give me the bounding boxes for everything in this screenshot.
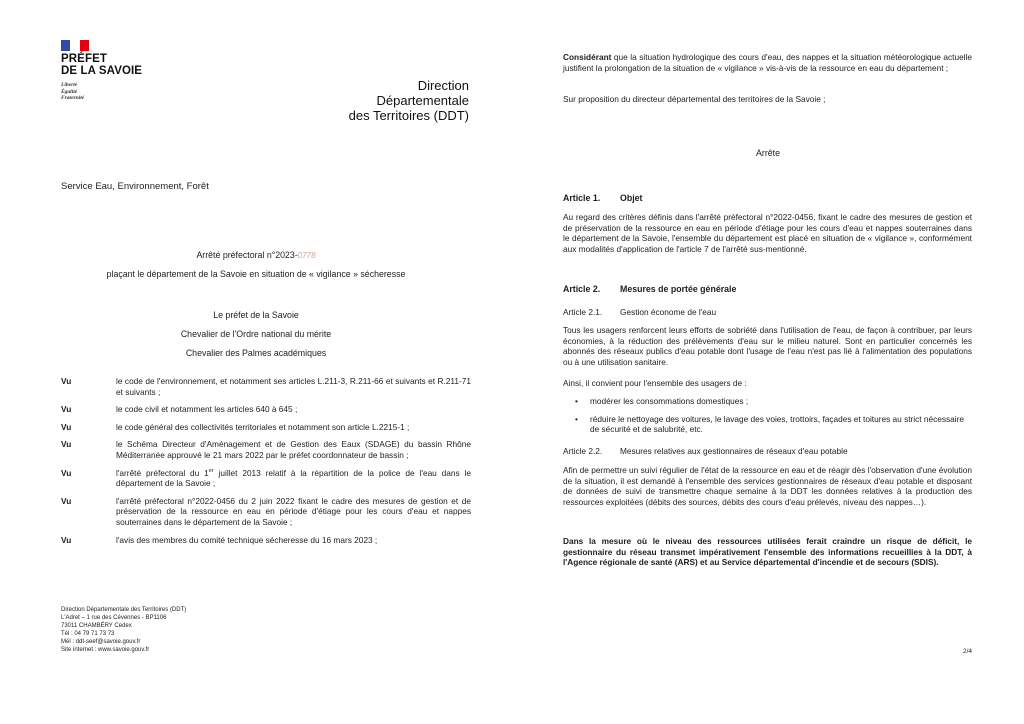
proposition-line: Sur proposition du directeur départemental des territoires de la Savoie ; — [563, 94, 826, 104]
direction-line-3: des Territoires (DDT) — [348, 108, 469, 123]
chevalier-palmes-line: Chevalier des Palmes académiques — [185, 348, 327, 358]
motto-liberte: Liberté — [61, 82, 78, 88]
vu-label: Vu — [61, 404, 72, 415]
vu-police-sup: er — [208, 467, 214, 474]
vu-label: Vu — [61, 534, 72, 545]
vu-label: Vu — [61, 467, 72, 478]
article-2-number: Article 2. — [563, 284, 601, 294]
prefet-logo-title — [61, 53, 142, 77]
footer-line: Direction Départementale des Territoires (DDT) — [61, 607, 187, 613]
article-2-2-number: Article 2.2. — [563, 446, 603, 456]
vu-police-pre: l'arrêté préfectoral du 1 — [116, 467, 209, 478]
vu-list — [61, 376, 471, 552]
chevalier-merite-line: Chevalier de l'Ordre national du mérite — [180, 329, 332, 339]
arrete-number — [0, 250, 512, 260]
vu-text: le Schéma Directeur d'Aménagement et de Gestion des Eaux (SDAGE) du bassin Rhône Méditerranée approuvé le 21 mars 2022 par le préfet coordonnateur de bassin ; — [116, 439, 471, 460]
service-name: Service Eau, Environnement, Forêt — [61, 181, 209, 192]
vu-label: Vu — [61, 421, 72, 432]
arrete-number-text: Arrêté préfectoral n°2023- — [196, 250, 298, 260]
logo-line-1: PRÉFET — [61, 53, 107, 65]
vu-item — [61, 496, 471, 528]
flag-red-stripe — [80, 40, 89, 51]
direction-line-2: Départementale — [376, 93, 469, 108]
article-2-2-bold-text: Dans la mesure où le niveau des ressources utilisées ferait craindre un risque de déficit, le gestionnaire du réseau transmet impérativement l'ensemble des informations recueillies à la DDT, à l'Agence régionale de santé (ARS) et au Service départemental d'incendie et de secours (SDIS). — [563, 536, 972, 568]
prefet-titles — [0, 306, 512, 363]
motto-egalite: Égalité — [61, 88, 78, 95]
prefet-line: Le préfet de la Savoie — [213, 310, 299, 320]
article-2-1-text: Tous les usagers renforcent leurs efforts de sobriété dans l'utilisation de l'eau, de façon à contribuer, par leurs économies, à la réduction des prélèvements d'eau sur le milieu naturel. Sont en particulier concernés les abonnés des réseaux publics d'eau potable dont l'usage de l'eau n'est pas lié à l'alimentation des populations ou à une utilisation sanitaire. — [563, 325, 972, 367]
article-2-1-number: Article 2.1. — [563, 307, 603, 317]
republic-motto — [61, 82, 84, 102]
considerant-paragraph — [563, 52, 972, 73]
bullet-item: • modérer les consommations domestiques ; — [590, 396, 972, 407]
vu-text — [116, 468, 471, 489]
arrete-heading: Arrête — [756, 148, 780, 158]
article-1-number: Article 1. — [563, 193, 601, 203]
arrete-subject: plaçant le département de la Savoie en situation de « vigilance » sécheresse — [106, 269, 406, 279]
footer-line: L'Adret – 1 rue des Cévennes - BP1106 — [61, 615, 167, 621]
direction-line-1: Direction — [417, 78, 469, 93]
vu-item — [61, 404, 471, 415]
vu-label: Vu — [61, 376, 72, 386]
vu-label: Vu — [61, 495, 72, 506]
article-2-title: Mesures de portée générale — [620, 284, 737, 294]
article-2-2-title: Mesures relatives aux gestionnaires de réseaux d'eau potable — [620, 446, 848, 456]
article-1-heading — [563, 193, 642, 203]
article-2-2-heading — [563, 446, 848, 456]
vu-text: l'avis des membres du comité technique sécheresse du 16 mars 2023 ; — [116, 534, 378, 545]
page-number: 2/4 — [963, 648, 973, 655]
footer-line: 73011 CHAMBÉRY Cedex — [61, 623, 132, 629]
article-2-heading — [563, 284, 736, 294]
considerant-text: que la situation hydrologique des cours d'eau, des nappes et la situation météorologique actuelle justifient la prolongation de la situation de « vigilance » vis-à-vis de la ressource en eau du département ; — [563, 52, 972, 73]
vu-text: l'arrêté préfectoral n°2022-0456 du 2 juin 2022 fixant le cadre des mesures de gestion et de préservation de la ressource en eau en période d'étiage pour les cours d'eau et nappes souterraines dans le département de la Savoie ; — [116, 495, 471, 527]
handwritten-number: 0778 — [297, 251, 316, 260]
ddt-heading — [349, 78, 469, 123]
vu-label: Vu — [61, 439, 72, 450]
logo-line-2: DE LA SAVOIE — [61, 65, 143, 77]
vu-item — [61, 439, 471, 460]
vu-text: le code civil et notamment les articles 640 à 645 ; — [116, 404, 298, 415]
article-1-title: Objet — [620, 193, 643, 203]
vu-item — [61, 422, 471, 433]
usage-bullet-list — [590, 396, 972, 442]
considerant-label: Considérant — [563, 52, 612, 62]
flag-blue-stripe — [61, 40, 70, 51]
article-2-1-heading — [563, 307, 716, 317]
article-1-text: Au regard des critères définis dans l'arrêté préfectoral n°2022-0456, fixant le cadre des mesures de gestion et de préservation de la ressource en eau en période d'étiage pour les cours d'eau et nappes souterraines dans le département de la Savoie, l'ensemble du département est placé en situation de « vigilance », conformément aux modalités d'application de l'article 7 de l'arrêté sus-mentionné. — [563, 212, 972, 254]
marianne-flag-icon — [61, 40, 89, 51]
bullet-item: • réduire le nettoyage des voitures, le lavage des voies, trottoirs, façades et toitures au strict nécessaire de sécurité et de salubrité, etc. — [590, 414, 972, 435]
article-2-1-title: Gestion économe de l'eau — [620, 307, 717, 317]
vu-police-post: juillet 2013 relatif à la répartition de la police de l'eau dans le département de la Savoie ; — [116, 467, 471, 489]
article-2-2-text: Afin de permettre un suivi régulier de l'état de la ressource en eau et de réagir dès l'observation d'une évolution de la situation, il est demandé à l'ensemble des services gestionnaires de réseaux d'eau potable et disposant de données de suivi de transmettre chaque semaine à la DDT les données relatives à la production des ressources exploitées (débits des sources, débits des cours d'eau prélevés, niveau des nappes…). — [563, 465, 972, 507]
vu-item — [61, 468, 471, 489]
ainsi-line: Ainsi, il convient pour l'ensemble des usagers de : — [563, 378, 747, 388]
flag-white-stripe — [70, 40, 79, 51]
footer-website: Site internet : www.savoie.gouv.fr — [61, 647, 150, 653]
vu-item — [61, 376, 471, 397]
footer-email: Mél : ddt-seef@savoie.gouv.fr — [61, 639, 141, 645]
vu-item — [61, 535, 471, 546]
vu-text: le code général des collectivités territoriales et notamment son article L.2215-1 ; — [116, 421, 410, 432]
footer-line: Tél : 04 79 71 73 73 — [61, 631, 115, 637]
ddt-footer-address — [61, 606, 186, 654]
motto-fraternite: Fraternité — [61, 95, 85, 102]
right-page — [512, 0, 1024, 724]
vu-text: le code de l'environnement, et notamment ses articles L.211-3, R.211-66 et suivants et R.211-71 et suivants ; — [116, 376, 471, 397]
